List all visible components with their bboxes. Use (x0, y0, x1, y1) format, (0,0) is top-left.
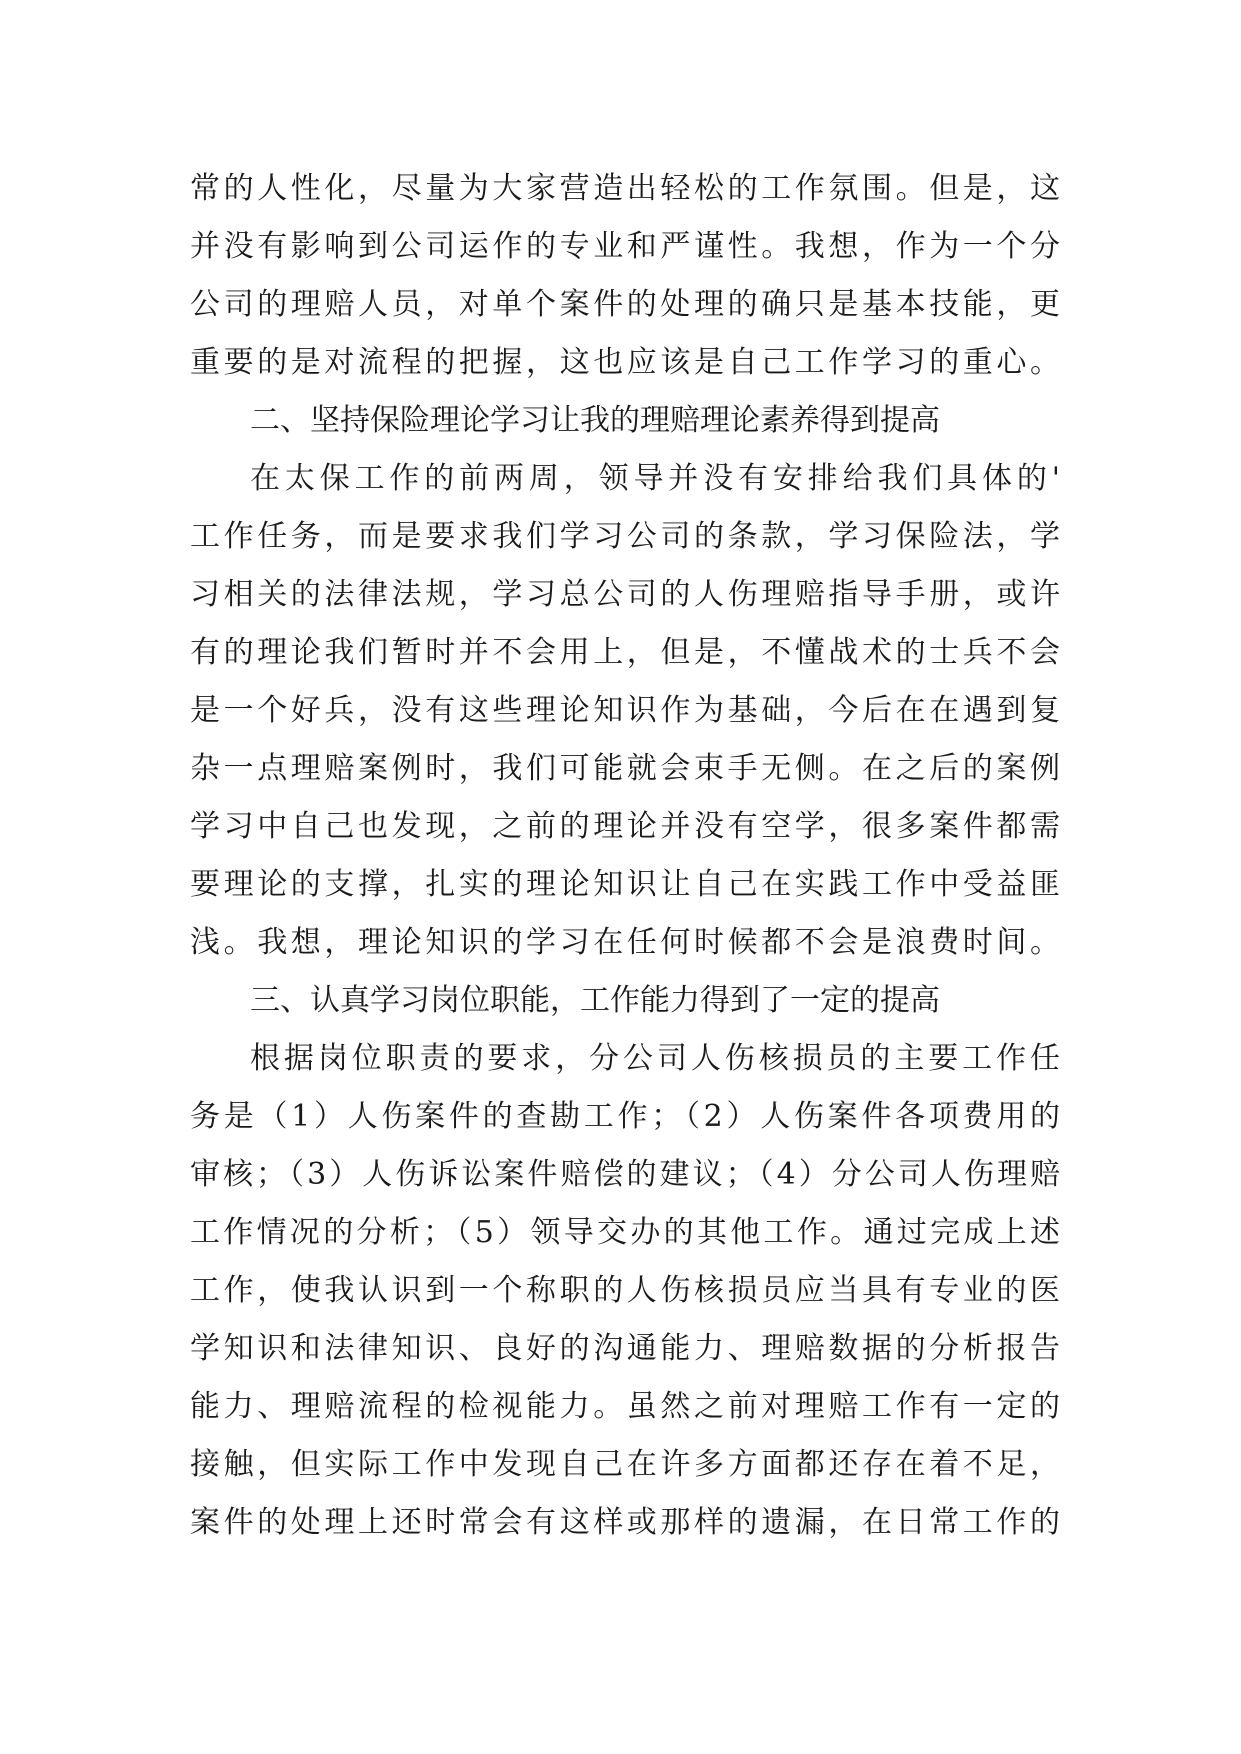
text-line: 工作任务，而是要求我们学习公司的条款，学习保险法，学 (190, 519, 1060, 554)
text-line: 杂一点理赔案例时，我们可能就会束手无侧。在之后的案例 (190, 751, 1060, 786)
text-line: 能力、理赔流程的检视能力。虽然之前对理赔工作有一定的 (190, 1389, 1060, 1424)
text-line: 根据岗位职责的要求，分公司人伤核损员的主要工作任 (250, 1041, 1060, 1076)
text-line: 接触，但实际工作中发现自己在许多方面都还存在着不足， (190, 1447, 1060, 1482)
text-line: 常的人性化，尽量为大家营造出轻松的工作氛围。但是，这 (190, 171, 1060, 206)
text-line: 浅。我想，理论知识的学习在任何时候都不会是浪费时间。 (190, 925, 1060, 960)
text-line: 并没有影响到公司运作的专业和严谨性。我想，作为一个分 (190, 229, 1060, 264)
text-line: 务是（1）人伤案件的查勘工作；（2）人伤案件各项费用的 (190, 1099, 1060, 1134)
section-heading: 二、坚持保险理论学习让我的理赔理论素养得到提高 (250, 403, 940, 438)
text-line: 要理论的支撑，扎实的理论知识让自己在实践工作中受益匪 (190, 867, 1060, 902)
text-line: 审核；（3）人伤诉讼案件赔偿的建议；（4）分公司人伤理赔 (190, 1157, 1060, 1192)
text-line: 有的理论我们暂时并不会用上，但是，不懂战术的士兵不会 (190, 635, 1060, 670)
text-line: 是一个好兵，没有这些理论知识作为基础，今后在在遇到复 (190, 693, 1060, 728)
text-line: 公司的理赔人员，对单个案件的处理的确只是基本技能，更 (190, 287, 1060, 322)
section-heading: 三、认真学习岗位职能，工作能力得到了一定的提高 (250, 983, 940, 1018)
text-line: 工作，使我认识到一个称职的人伤核损员应当具有专业的医 (190, 1273, 1060, 1308)
text-line: 学知识和法律知识、良好的沟通能力、理赔数据的分析报告 (190, 1331, 1060, 1366)
text-line: 学习中自己也发现，之前的理论并没有空学，很多案件都需 (190, 809, 1060, 844)
document-body (190, 160, 1060, 1552)
text-line: 工作情况的分析；（5）领导交办的其他工作。通过完成上述 (190, 1215, 1060, 1250)
text-line: 重要的是对流程的把握，这也应该是自己工作学习的重心。 (190, 345, 1060, 380)
text-line: 案件的处理上还时常会有这样或那样的遗漏，在日常工作的 (190, 1505, 1060, 1540)
text-line: 在太保工作的前两周，领导并没有安排给我们具体的' (250, 461, 1060, 496)
text-line: 习相关的法律法规，学习总公司的人伤理赔指导手册，或许 (190, 577, 1060, 612)
